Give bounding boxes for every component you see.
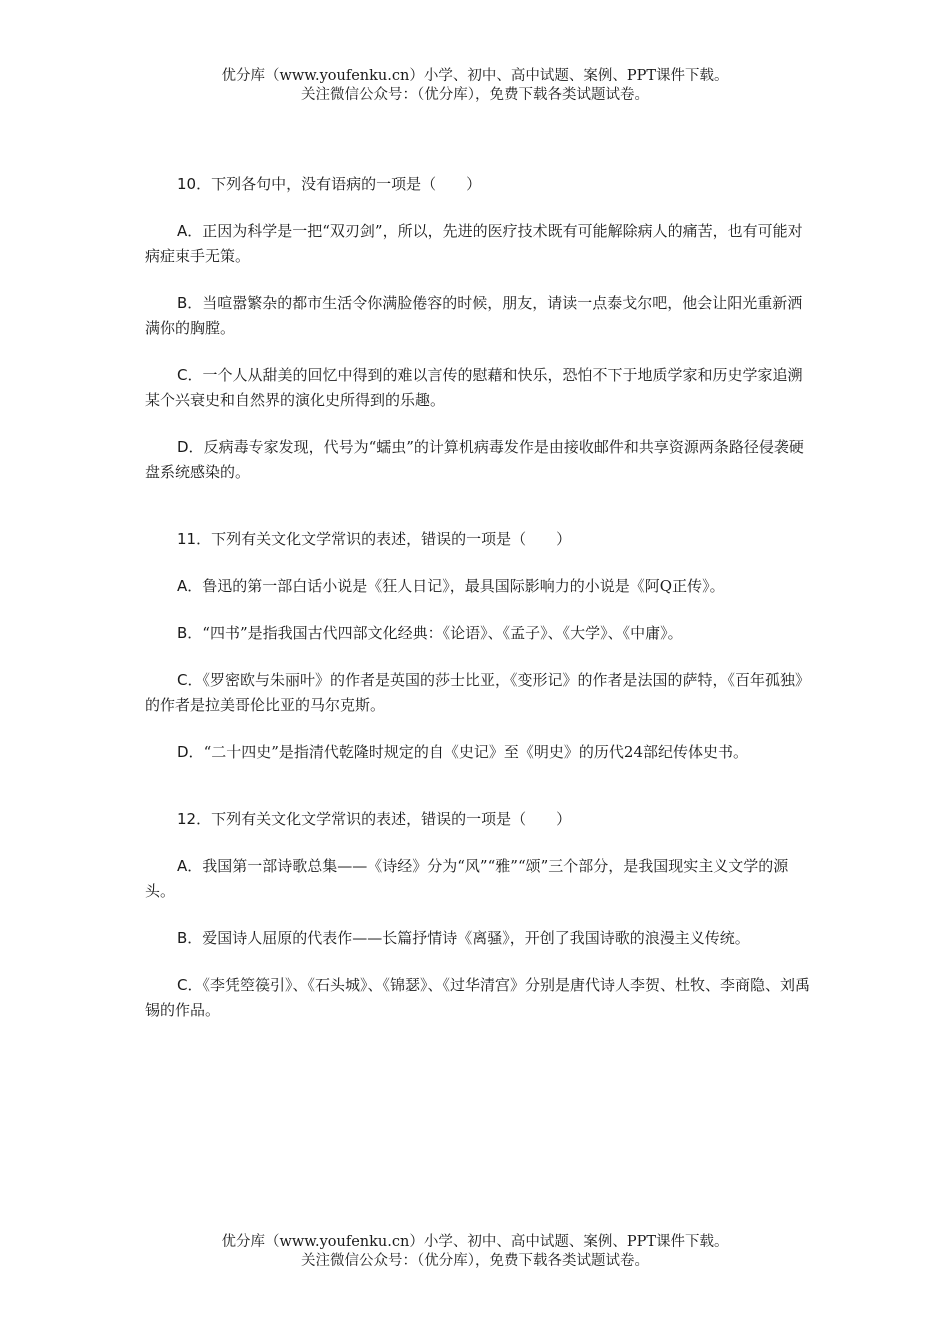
option-letter: C． [177, 366, 203, 384]
option-a [145, 854, 810, 904]
option-text: “二十四史”是指清代乾隆时规定的自《史记》至《明史》的历代24部纪传体史书。 [203, 743, 748, 761]
option-text: 一个人从甜美的回忆中得到的难以言传的慰藉和快乐，恐怕不下于地质学家和历史学家追溯某个兴衰史和自然界的演化史所得到的乐趣。 [145, 366, 803, 409]
question-text: 下列有关文化文学常识的表述，错误的一项是（ ） [211, 810, 572, 828]
option-c [145, 363, 810, 413]
page-header [0, 67, 950, 105]
question-number: 12． [177, 810, 212, 828]
page-footer [0, 1233, 950, 1271]
question-11 [145, 527, 810, 765]
option-c [145, 668, 810, 718]
option-text: 反病毒专家发现，代号为“蠕虫”的计算机病毒发作是由接收邮件和共享资源两条路径侵袭硬盘系统感染的。 [145, 438, 804, 481]
option-a [145, 219, 810, 269]
option-letter: D． [177, 438, 204, 456]
option-letter: C． [177, 671, 203, 689]
option-text: 爱国诗人屈原的代表作——长篇抒情诗《离骚》，开创了我国诗歌的浪漫主义传统。 [202, 929, 750, 947]
option-text: 鲁迅的第一部白话小说是《狂人日记》，最具国际影响力的小说是《阿Q正传》。 [202, 577, 725, 595]
option-b [145, 621, 810, 646]
exam-content [145, 172, 810, 1065]
footer-line-1: 优分库（www.youfenku.cn）小学、初中、高中试题、案例、PPT课件下载。 [221, 1234, 729, 1250]
option-text: 《罗密欧与朱丽叶》的作者是英国的莎士比亚，《变形记》的作者是法国的萨特，《百年孤独》的作者是拉美哥伦比亚的马尔克斯。 [145, 671, 810, 714]
header-line-1: 优分库（www.youfenku.cn）小学、初中、高中试题、案例、PPT课件下载。 [221, 68, 729, 84]
option-letter: A． [177, 577, 203, 595]
option-letter: A． [177, 222, 203, 240]
option-text: “四书”是指我国古代四部文化经典：《论语》、《孟子》、《大学》、《中庸》。 [202, 624, 683, 642]
option-text: 正因为科学是一把“双刃剑”，所以，先进的医疗技术既有可能解除病人的痛苦，也有可能对病症束手无策。 [145, 222, 803, 265]
question-12 [145, 807, 810, 1023]
question-stem [145, 807, 810, 831]
footer-line-2: 关注微信公众号：（优分库），免费下载各类试题试卷。 [301, 1253, 649, 1269]
question-stem [145, 527, 810, 551]
option-text: 当喧嚣繁杂的都市生活令你满脸倦容的时候，朋友，请读一点泰戈尔吧，他会让阳光重新洒满你的胸膛。 [145, 294, 803, 337]
question-number: 11． [177, 530, 212, 548]
option-b [145, 926, 810, 951]
option-letter: B． [177, 624, 203, 642]
question-number: 10． [177, 175, 212, 193]
question-stem [145, 172, 810, 196]
question-10 [145, 172, 810, 485]
option-letter: C． [177, 976, 203, 994]
option-a [145, 574, 810, 599]
option-c [145, 973, 810, 1023]
question-text: 下列有关文化文学常识的表述，错误的一项是（ ） [211, 530, 572, 548]
option-letter: D． [177, 743, 204, 761]
option-d [145, 740, 810, 765]
option-text: 《李凭箜篌引》、《石头城》、《锦瑟》、《过华清宫》分别是唐代诗人李贺、杜牧、李商隐、刘禹锡的作品。 [145, 976, 810, 1019]
option-letter: B． [177, 294, 203, 312]
option-b [145, 291, 810, 341]
option-d [145, 435, 810, 485]
option-text: 我国第一部诗歌总集——《诗经》分为“风”“雅”“颂”三个部分，是我国现实主义文学的源头。 [145, 857, 789, 900]
header-line-2: 关注微信公众号：（优分库），免费下载各类试题试卷。 [301, 87, 649, 103]
question-text: 下列各句中，没有语病的一项是（ ） [211, 175, 482, 193]
option-letter: A． [177, 857, 203, 875]
option-letter: B． [177, 929, 203, 947]
